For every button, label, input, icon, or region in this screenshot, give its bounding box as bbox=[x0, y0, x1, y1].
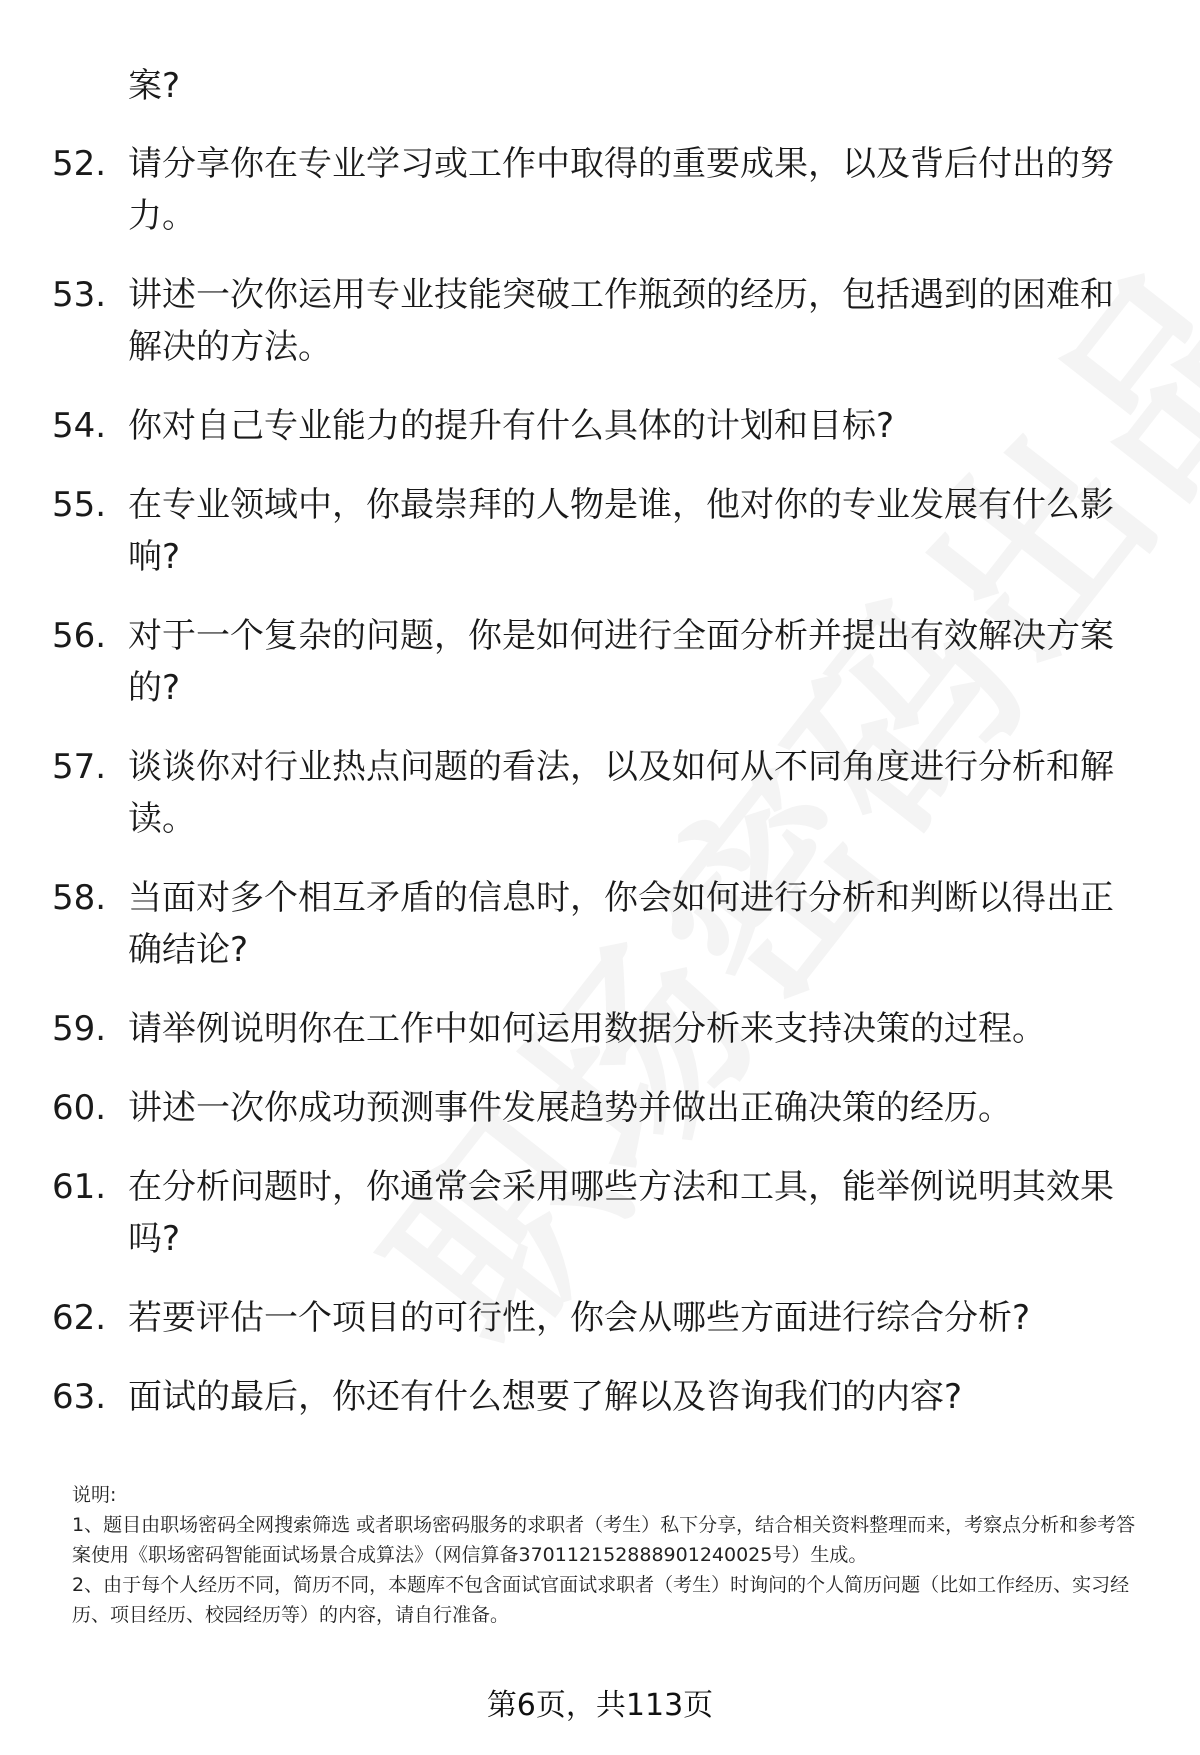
question-item bbox=[52, 269, 1152, 373]
question-number: 60. bbox=[52, 1088, 107, 1128]
page-number: 第6页，共113页 bbox=[486, 1688, 714, 1723]
question-number: 62. bbox=[52, 1298, 107, 1338]
question-item bbox=[52, 400, 1152, 452]
question-list bbox=[52, 138, 1152, 1450]
question-item bbox=[52, 741, 1152, 845]
question-text: 你对自己专业能力的提升有什么具体的计划和目标? bbox=[128, 406, 895, 446]
notes-item-1: 1、题目由职场密码全网搜索筛选 或者职场密码服务的求职者（考生）私下分享，结合相关资料整理而来，考察点分析和参考答案使用《职场密码智能面试场景合成算法》（网信算备370112152888901240025号）生成。 bbox=[72, 1514, 1136, 1566]
question-item bbox=[52, 1082, 1152, 1134]
notes-heading: 说明: bbox=[72, 1484, 117, 1506]
question-item bbox=[52, 1292, 1152, 1344]
question-item bbox=[52, 479, 1152, 583]
question-item bbox=[52, 1371, 1152, 1423]
question-number: 54. bbox=[52, 406, 107, 446]
question-item bbox=[52, 138, 1152, 242]
question-text: 在分析问题时，你通常会采用哪些方法和工具，能举例说明其效果吗? bbox=[128, 1167, 1114, 1259]
question-text: 讲述一次你运用专业技能突破工作瓶颈的经历，包括遇到的困难和解决的方法。 bbox=[128, 275, 1114, 367]
question-number: 58. bbox=[52, 878, 107, 918]
question-number: 57. bbox=[52, 747, 107, 787]
question-item bbox=[52, 1003, 1152, 1055]
question-text: 面试的最后，你还有什么想要了解以及咨询我们的内容? bbox=[128, 1377, 963, 1417]
question-number: 61. bbox=[52, 1167, 107, 1207]
question-number: 53. bbox=[52, 275, 107, 315]
question-item bbox=[52, 610, 1152, 714]
question-text: 谈谈你对行业热点问题的看法，以及如何从不同角度进行分析和解读。 bbox=[128, 747, 1114, 839]
notes-item-2: 2、由于每个人经历不同，简历不同，本题库不包含面试官面试求职者（考生）时询问的个人简历问题（比如工作经历、实习经历、项目经历、校园经历等）的内容，请自行准备。 bbox=[72, 1574, 1130, 1626]
question-text: 请分享你在专业学习或工作中取得的重要成果，以及背后付出的努力。 bbox=[128, 144, 1114, 236]
notes-section bbox=[72, 1480, 1152, 1630]
question-number: 56. bbox=[52, 616, 107, 656]
question-text: 讲述一次你成功预测事件发展趋势并做出正确决策的经历。 bbox=[128, 1088, 1012, 1128]
question-number: 63. bbox=[52, 1377, 107, 1417]
continuation-text: 案? bbox=[128, 66, 181, 106]
question-number: 52. bbox=[52, 144, 107, 184]
question-item bbox=[52, 872, 1152, 976]
question-text: 若要评估一个项目的可行性，你会从哪些方面进行综合分析? bbox=[128, 1298, 1031, 1338]
question-text: 当面对多个相互矛盾的信息时，你会如何进行分析和判断以得出正确结论? bbox=[128, 878, 1114, 970]
question-text: 在专业领域中，你最崇拜的人物是谁，他对你的专业发展有什么影响? bbox=[128, 485, 1114, 577]
question-item bbox=[52, 1161, 1152, 1265]
question-number: 59. bbox=[52, 1009, 107, 1049]
question-number: 55. bbox=[52, 485, 107, 525]
question-text: 对于一个复杂的问题，你是如何进行全面分析并提出有效解决方案的? bbox=[128, 616, 1114, 708]
question-text: 请举例说明你在工作中如何运用数据分析来支持决策的过程。 bbox=[128, 1009, 1046, 1049]
